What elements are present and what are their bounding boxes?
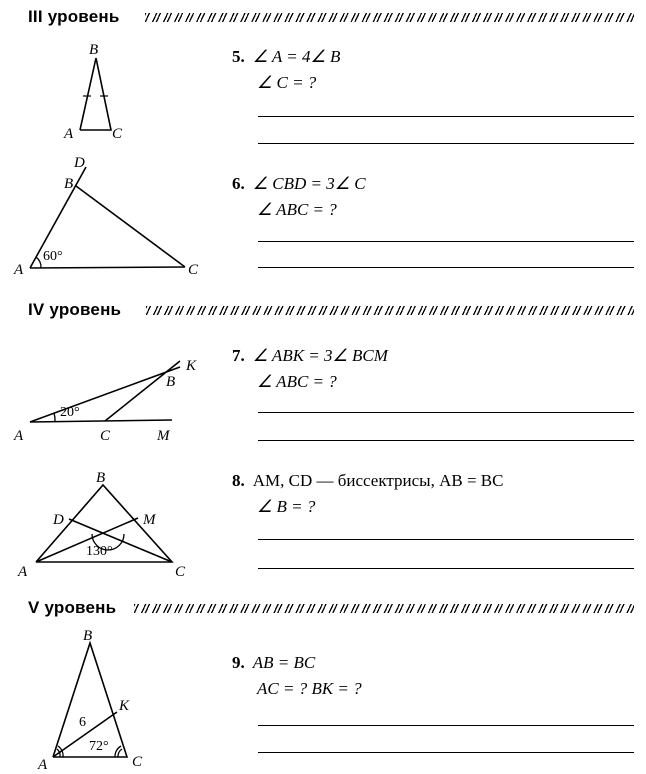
task-number: 5. (232, 47, 245, 66)
f8-label-b: B (96, 470, 106, 486)
f6-label-b: B (64, 176, 74, 192)
f9-angle-label: 72° (89, 739, 109, 754)
f6-angle-label: 60° (43, 249, 63, 264)
f9-segment-label: 6 (79, 715, 86, 730)
f6-label-a: A (14, 262, 24, 278)
task-6 (232, 171, 366, 223)
answer-line[interactable] (258, 116, 634, 117)
task-question: AC = ? BK = ? (257, 679, 362, 698)
f9-label-k: K (119, 698, 130, 714)
task-condition: AM, CD — биссектрисы, AB = BC (252, 471, 504, 490)
task-8 (232, 468, 503, 520)
f6-label-d: D (74, 155, 85, 171)
f7-label-m: M (157, 428, 170, 444)
task-question: ∠ B = ? (257, 497, 316, 516)
answer-line[interactable] (258, 412, 634, 413)
f9-label-b: B (83, 628, 93, 644)
task-question: ∠ C = ? (257, 73, 317, 92)
f7-angle-label: 20° (60, 405, 80, 420)
f8-label-a: A (18, 564, 28, 580)
task-9 (232, 650, 362, 702)
answer-line[interactable] (258, 539, 634, 540)
answer-line[interactable] (258, 725, 634, 726)
level-4-hatch-divider (146, 306, 634, 315)
task-number: 6. (232, 174, 245, 193)
f7-label-c: C (100, 428, 111, 444)
task-7 (232, 343, 388, 395)
answer-line[interactable] (258, 440, 634, 441)
f7-label-k: K (186, 358, 197, 374)
task-5 (232, 44, 340, 96)
task-number: 9. (232, 653, 245, 672)
f7-label-a: A (14, 428, 24, 444)
answer-line[interactable] (258, 752, 634, 753)
f9-label-a: A (38, 757, 48, 773)
answer-line[interactable] (258, 143, 634, 144)
f8-label-c: C (175, 564, 186, 580)
task-question: ∠ ABC = ? (257, 200, 337, 219)
f5-label-a: A (64, 126, 74, 142)
f8-angle-label: 130° (86, 544, 113, 559)
answer-line[interactable] (258, 267, 634, 268)
task-condition: AB = BC (252, 653, 316, 672)
answer-line[interactable] (258, 241, 634, 242)
level-4-heading: IV уровень (28, 300, 122, 319)
f5-label-b: B (89, 42, 99, 58)
task-question: ∠ ABC = ? (257, 372, 337, 391)
task-condition: ∠ ABK = 3∠ BCM (252, 346, 388, 365)
task-number: 7. (232, 346, 245, 365)
f6-label-c: C (188, 262, 199, 278)
level-3-heading: III уровень (28, 7, 120, 26)
level-5-heading: V уровень (28, 598, 117, 617)
f8-label-m: M (143, 512, 156, 528)
f5-label-c: C (112, 126, 123, 142)
task-condition: ∠ CBD = 3∠ C (252, 174, 366, 193)
task-condition: ∠ A = 4∠ B (252, 47, 341, 66)
f7-label-b: B (166, 374, 176, 390)
answer-line[interactable] (258, 568, 634, 569)
f9-label-c: C (132, 754, 143, 770)
task-number: 8. (232, 471, 245, 490)
f8-label-d: D (53, 512, 64, 528)
level-5-hatch-divider (134, 604, 634, 613)
